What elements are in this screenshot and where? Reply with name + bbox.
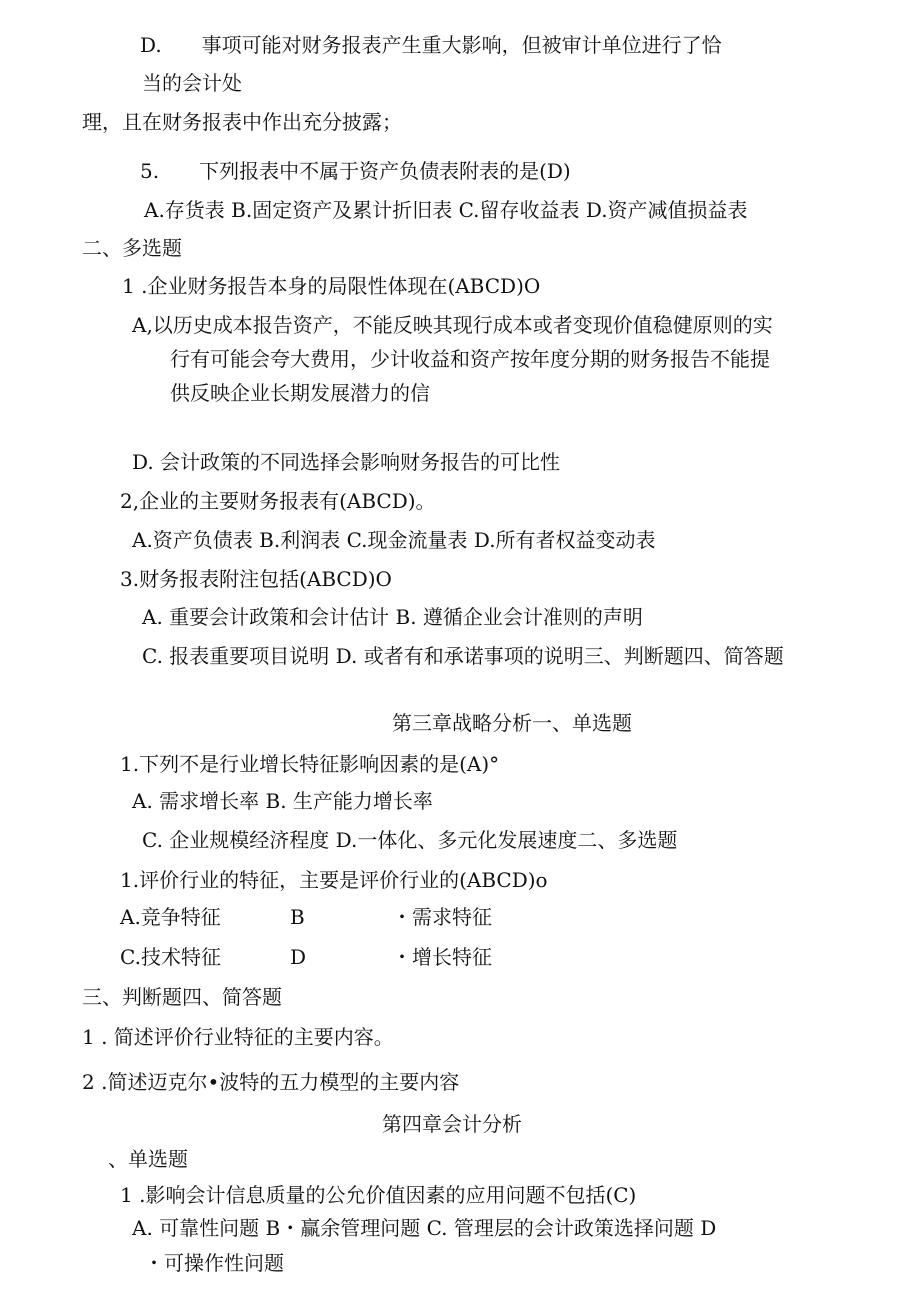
ch3-mc-question-1: 1.评价行业的特征，主要是评价行业的(ABCD)o xyxy=(120,868,548,892)
ch3-option-b: ・需求特征 xyxy=(392,905,492,929)
mc-question-1: 1 .企业财务报告本身的局限性体现在(ABCD)O xyxy=(122,274,541,298)
ch3-question-1-options-cd: C. 企业规模经济程度 D.一体化、多元化发展速度二、多选题 xyxy=(142,828,678,852)
mc-question-1-option-a-cont2: 供反映企业长期发展潜力的信 xyxy=(170,381,430,405)
section-heading-judgement: 三、判断题四、简答题 xyxy=(82,985,282,1009)
chapter-title-3: 第三章战略分析一、单选题 xyxy=(392,711,632,735)
ch4-question-1-options: A. 可靠性问题 B・赢余管理问题 C. 管理层的会计政策选择问题 D xyxy=(132,1216,717,1240)
ch3-question-1-options-ab: A. 需求增长率 B. 生产能力增长率 xyxy=(132,789,433,813)
mc-question-2: 2,企业的主要财务报表有(ABCD)。 xyxy=(120,489,436,513)
short-answer-2: 2 .简述迈克尔•波特的五力模型的主要内容 xyxy=(82,1070,460,1094)
ch3-option-b-letter: B xyxy=(290,905,305,929)
mc-question-3-options-ab: A. 重要会计政策和会计估计 B. 遵循企业会计准则的声明 xyxy=(142,605,643,629)
ch4-question-1: 1 .影响会计信息质量的公允价值因素的应用问题不包括(C) xyxy=(120,1183,637,1207)
section-heading-multiple-choice: 二、多选题 xyxy=(82,236,182,260)
ch3-option-c: C.技术特征 xyxy=(120,945,221,969)
mc-question-3-options-cd: C. 报表重要项目说明 D. 或者有和承诺事项的说明三、判断题四、简答题 xyxy=(142,644,784,668)
section-heading-single-choice: 、单选题 xyxy=(108,1147,188,1171)
ch3-option-a: A.竞争特征 xyxy=(120,905,221,929)
text-line-option-d-cont: 当的会计处 xyxy=(142,71,242,95)
text-line-option-d-cont2: 理，且在财务报表中作出充分披露； xyxy=(82,110,402,134)
mc-question-1-option-a-cont: 行有可能会夸大费用，少计收益和资产按年度分期的财务报告不能提 xyxy=(170,347,770,371)
ch3-option-d: ・增长特征 xyxy=(392,945,492,969)
question-5-options: A.存货表 B.固定资产及累计折旧表 C.留存收益表 D.资产减值损益表 xyxy=(144,198,748,222)
ch4-question-1-options-cont: ・可操作性问题 xyxy=(144,1251,284,1275)
mc-question-1-option-a: A,以历史成本报告资产，不能反映其现行成本或者变现价值稳健原则的实 xyxy=(132,313,773,337)
mc-question-1-option-d: D. 会计政策的不同选择会影响财务报告的可比性 xyxy=(132,450,561,474)
mc-question-2-options: A.资产负债表 B.利润表 C.现金流量表 D.所有者权益变动表 xyxy=(132,528,656,552)
mc-question-3: 3.财务报表附注包括(ABCD)O xyxy=(120,567,392,591)
ch3-question-1: 1.下列不是行业增长特征影响因素的是(A)° xyxy=(120,752,500,776)
short-answer-1: 1 . 简述评价行业特征的主要内容。 xyxy=(82,1025,394,1049)
question-5: 5. 下列报表中不属于资产负债表附表的是(D) xyxy=(140,159,571,183)
ch3-option-d-letter: D xyxy=(290,945,307,969)
text-line-option-d: D. 事项可能对财务报表产生重大影响，但被审计单位进行了恰 xyxy=(140,33,722,57)
chapter-title-4: 第四章会计分析 xyxy=(382,1112,522,1136)
